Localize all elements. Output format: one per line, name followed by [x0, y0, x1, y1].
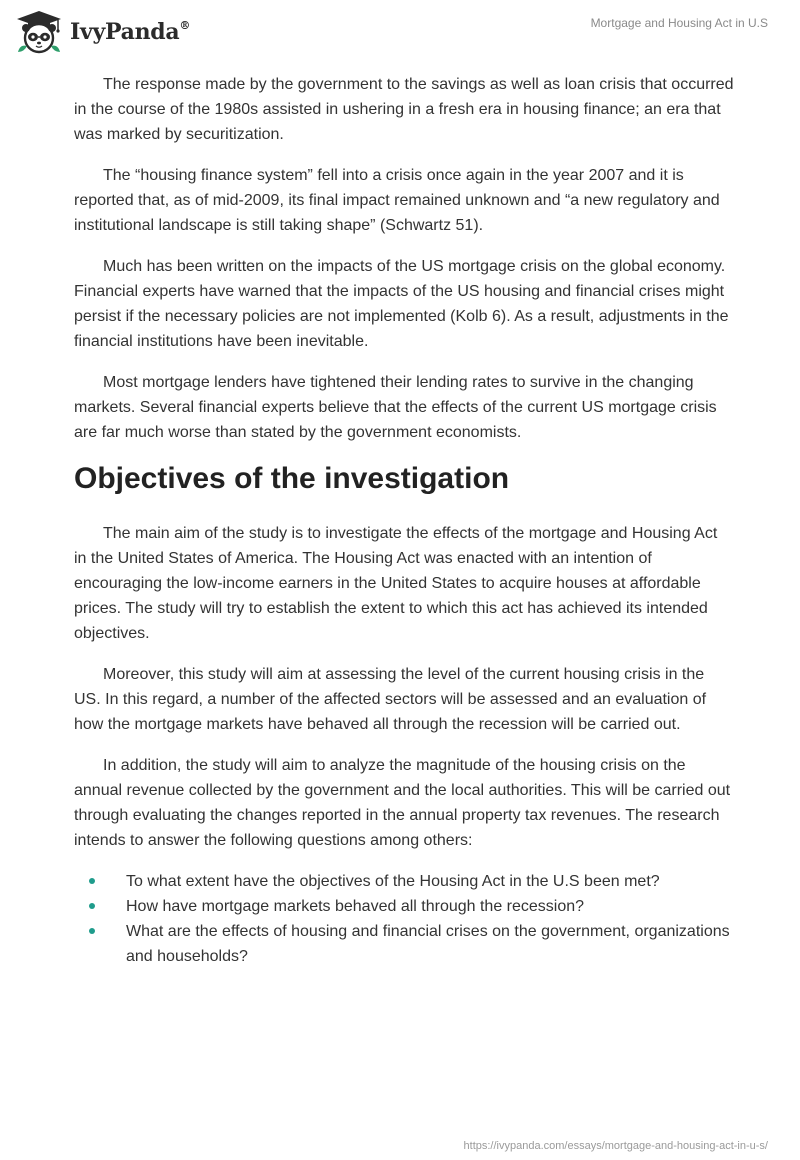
list-item-text: How have mortgage markets behaved all through the recession?: [126, 898, 585, 915]
paragraph: Much has been written on the impacts of the US mortgage crisis on the global economy. Financial experts have warned that the impacts of the US housing and financial crises might persist if the necessary policies are not implemented (Kolb 6). As a result, adjustments in the financial institutions have been inevitable.: [74, 258, 729, 350]
list-item: [74, 919, 734, 969]
page-header: [0, 0, 800, 62]
paragraph: Moreover, this study will aim at assessing the level of the current housing crisis in the US. In this regard, a number of the affected sectors will be assessed and an evaluation of how the mortgage markets have behaved all through the recession will be carried out.: [74, 666, 707, 733]
list-item-text: What are the effects of housing and financial crises on the government, organizations and households?: [126, 923, 730, 965]
list-item: [74, 894, 734, 919]
section-heading: Objectives of the investigation: [74, 462, 510, 495]
source-url[interactable]: https://ivypanda.com/essays/mortgage-and-housing-act-in-u-s/: [463, 1140, 768, 1152]
ivypanda-logo[interactable]: [14, 8, 190, 56]
bullet-icon: [89, 928, 95, 934]
list-item: [74, 869, 734, 894]
bullet-icon: [89, 903, 95, 909]
essay-content: [74, 72, 734, 969]
paragraph: In addition, the study will aim to analyze the magnitude of the housing crisis on the annual revenue collected by the government and the local authorities. This will be carried out through evaluating the changes reported in the annual property tax revenues. The research intends to answer the following questions among others:: [74, 757, 731, 849]
paragraph: Most mortgage lenders have tightened their lending rates to survive in the changing markets. Several financial experts believe that the effects of the current US mortgage crisis are far much worse than stated by the government economists.: [74, 374, 717, 441]
paragraph: The “housing finance system” fell into a crisis once again in the year 2007 and it is reported that, as of mid-2009, its final impact remained unknown and “a new regulatory and institutional landscape is still taking shape” (Schwartz 51).: [74, 167, 720, 234]
paragraph: The main aim of the study is to investigate the effects of the mortgage and Housing Act in the United States of America. The Housing Act was enacted with an intention of encouraging the low-income earners in the United States to acquire houses at affordable prices. The study will try to establish the extent to which this act has achieved its intended objectives.: [74, 525, 718, 642]
list-item-text: To what extent have the objectives of the Housing Act in the U.S been met?: [126, 873, 660, 890]
brand-name: IvyPanda®: [70, 18, 191, 45]
research-questions-list: [74, 869, 734, 969]
document-title: Mortgage and Housing Act in U.S: [590, 16, 768, 30]
bullet-icon: [89, 878, 95, 884]
paragraph: The response made by the government to the savings as well as loan crisis that occurred in the course of the 1980s assisted in ushering in a fresh era in housing finance; an era that was marked by securitization.: [74, 76, 734, 143]
panda-graduation-icon: [14, 8, 64, 56]
